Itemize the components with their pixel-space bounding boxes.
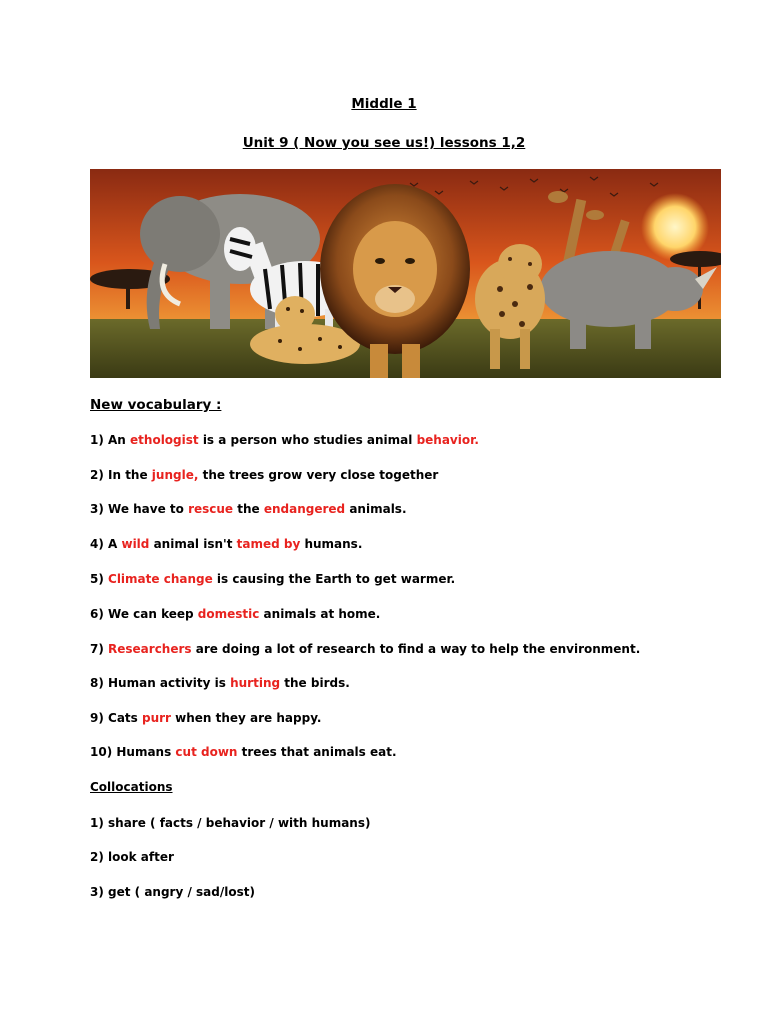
vocabulary-item [90,502,407,516]
vocabulary-item [90,642,640,656]
vocabulary-text: animal isn't [149,537,237,551]
savanna-animals-image [90,169,721,378]
vocabulary-text: when they are happy. [170,711,322,725]
vocabulary-item [90,537,362,551]
vocabulary-term: hurting [230,676,281,690]
vocabulary-item [90,745,397,759]
collocations-heading: Collocations [90,780,173,794]
vocabulary-text: 9) Cats [90,711,142,725]
vocabulary-text: is a person who studies animal [198,433,417,447]
vocabulary-term: tamed by [236,537,301,551]
vocabulary-term: jungle, [151,468,199,482]
vocabulary-term: behavior. [416,433,479,447]
vocabulary-text: 1) An [90,433,131,447]
collocation-item: 3) get ( angry / sad/lost) [90,885,255,899]
vocabulary-text: the trees grow very close together [198,468,439,482]
vocabulary-term: domestic [197,607,260,621]
vocabulary-text: 5) [90,572,109,586]
vocabulary-text: is causing the Earth to get warmer. [212,572,456,586]
vocabulary-term: Climate change [108,572,213,586]
vocabulary-text: are doing a lot of research to find a way to help the environment. [191,642,641,656]
vocabulary-text: 2) In the [90,468,152,482]
vocabulary-item [90,711,321,725]
vocabulary-text: 6) We can keep [90,607,198,621]
vocabulary-item [90,468,438,482]
vocabulary-text: the birds. [280,676,350,690]
vocabulary-term: ethologist [130,433,199,447]
vocabulary-item [90,676,350,690]
vocabulary-text: the [233,502,264,516]
vocabulary-term: cut down [175,745,238,759]
vocabulary-item [90,607,380,621]
vocabulary-item [90,572,455,586]
vocabulary-term: Researchers [108,642,192,656]
vocabulary-text: 4) A [90,537,122,551]
collocation-item: 2) look after [90,850,174,864]
page-subtitle: Unit 9 ( Now you see us!) lessons 1,2 [242,135,526,151]
vocabulary-heading: New vocabulary : [90,397,222,413]
page-title: Middle 1 [351,96,417,112]
vocabulary-text: 8) Human activity is [90,676,231,690]
vocabulary-term: rescue [188,502,234,516]
vocabulary-text: 10) Humans [90,745,176,759]
vocabulary-text: animals at home. [259,607,381,621]
vocabulary-term: purr [141,711,171,725]
savanna-illustration [90,169,721,378]
vocabulary-text: 3) We have to [90,502,189,516]
vocabulary-item [90,433,479,447]
vocabulary-text: trees that animals eat. [237,745,397,759]
vocabulary-term: wild [121,537,150,551]
vocabulary-text: 7) [90,642,109,656]
collocation-item: 1) share ( facts / behavior / with humans) [90,816,371,830]
vocabulary-text: humans. [300,537,363,551]
vocabulary-term: endangered [263,502,346,516]
vocabulary-text: animals. [345,502,407,516]
